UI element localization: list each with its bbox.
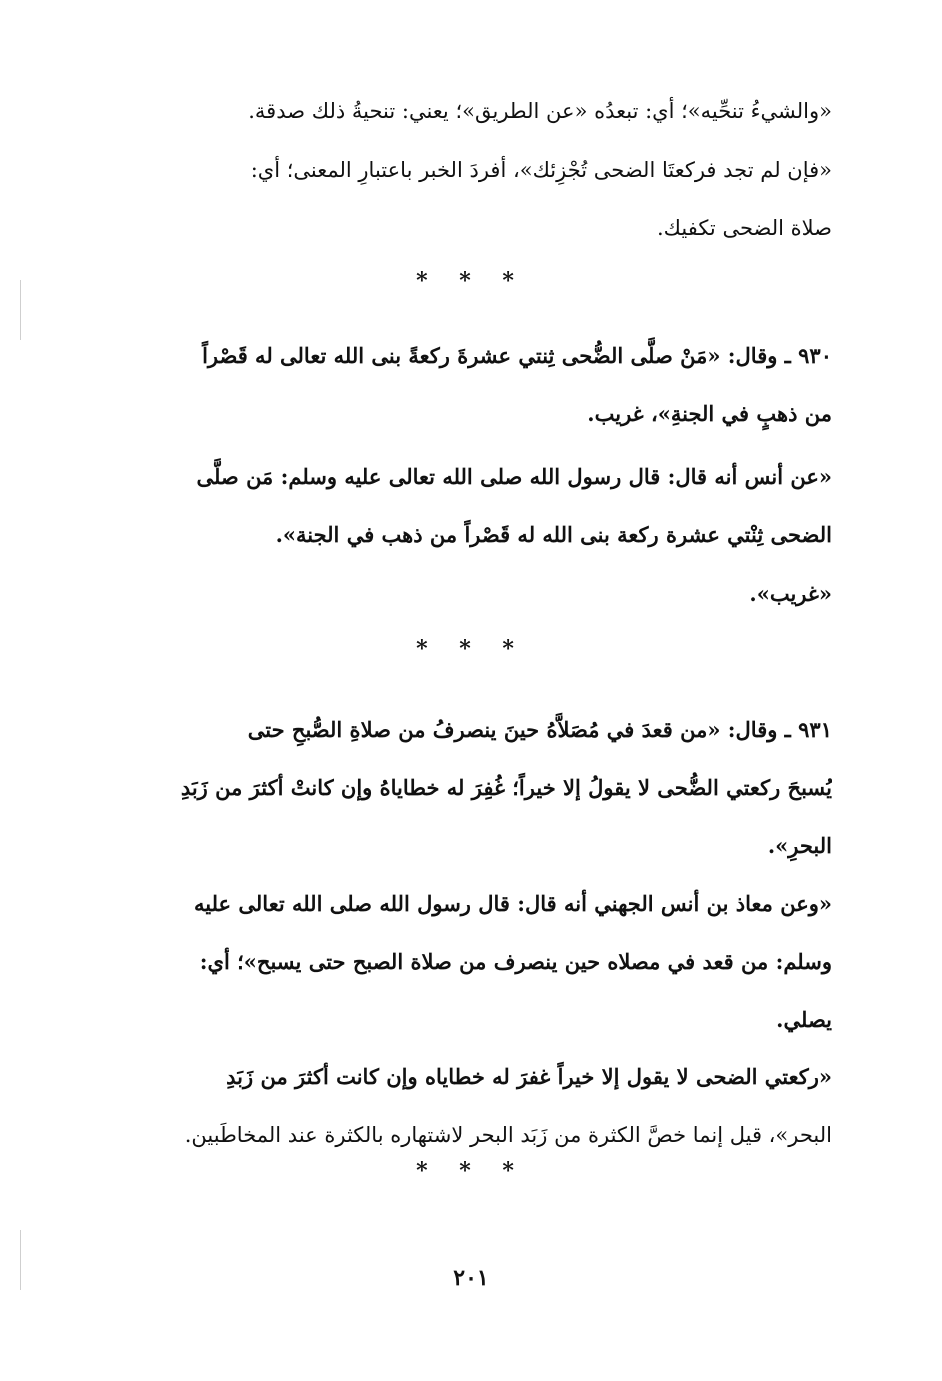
text-line: من ذهبٍ في الجنةِ»، غريب. [587,401,832,426]
text-line: «فإن لم تجد فركعتَا الضحى تُجْزِئك»، أفردَ الخبر باعتبارِ المعنى؛ أي: [250,158,832,182]
text-line: «عن أنس أنه قال: قال رسول الله صلى الله تعالى عليه وسلم: مَن صلَّى [196,464,832,489]
text-line: ٩٣١ ـ وقال: «من قعدَ في مُصَلاَّهُ حينَ ينصرفُ من صلاةِ الصُّبحِ حتى [247,717,832,742]
text-line: «وعن معاذ بن أنس الجهني أنه قال: قال رسول الله صلى الله تعالى عليه [194,891,832,916]
section-separator: * * * [416,268,526,294]
hadith-931-explanation [110,1048,832,1164]
paragraph-1 [110,82,832,140]
hadith-931 [110,701,832,875]
grading-note [110,565,832,623]
text-line: صلاة الضحى تكفيك. [657,216,832,240]
text-line: البحر»، قيل إنما خصَّ الكثرة من زَبَد البحر لاشتهاره بالكثرة عند المخاطَبين. [184,1123,832,1147]
hadith-930-commentary [110,448,832,564]
section-separator: * * * [416,636,526,662]
hadith-931-commentary [110,875,832,1049]
text-line: يُسبحَ ركعتي الضُّحى لا يقولُ إلا خيراً؛ غُفِرَ له خطاياهُ وإن كانتْ أكثرَ من زَبَدِ [180,775,832,800]
text-line: ٩٣٠ ـ وقال: «مَنْ صلَّى الضُّحى ثِنتي عشرةَ ركعةً بنى الله تعالى له قَصْراً [202,343,832,368]
hadith-930 [110,327,832,443]
text-line: البحرِ». [767,833,832,858]
text-line: «غريب». [749,581,832,606]
page-number: ٢٠١ [453,1265,489,1291]
section-separator: * * * [416,1158,526,1184]
text-line: يصلي. [776,1007,832,1032]
text-line: وسلم: من قعد في مصلاه حين ينصرف من صلاة الصبح حتى يسبح»؛ أي: [199,949,832,974]
text-line: «ركعتي الضحى لا يقول إلا خيراً غفرَ له خطاياه وإن كانت أكثرَ من زَبَدِ [226,1064,832,1089]
text-line: «والشيءُ تنحِّيه»؛ أي: تبعدُه «عن الطريق»؛ يعني: تنحيةُ ذلك صدقة. [248,99,832,123]
paragraph-2 [110,141,832,257]
text-line: الضحى ثِنْتي عشرة ركعة بنى الله له قَصْراً من ذهب في الجنة». [275,522,832,547]
